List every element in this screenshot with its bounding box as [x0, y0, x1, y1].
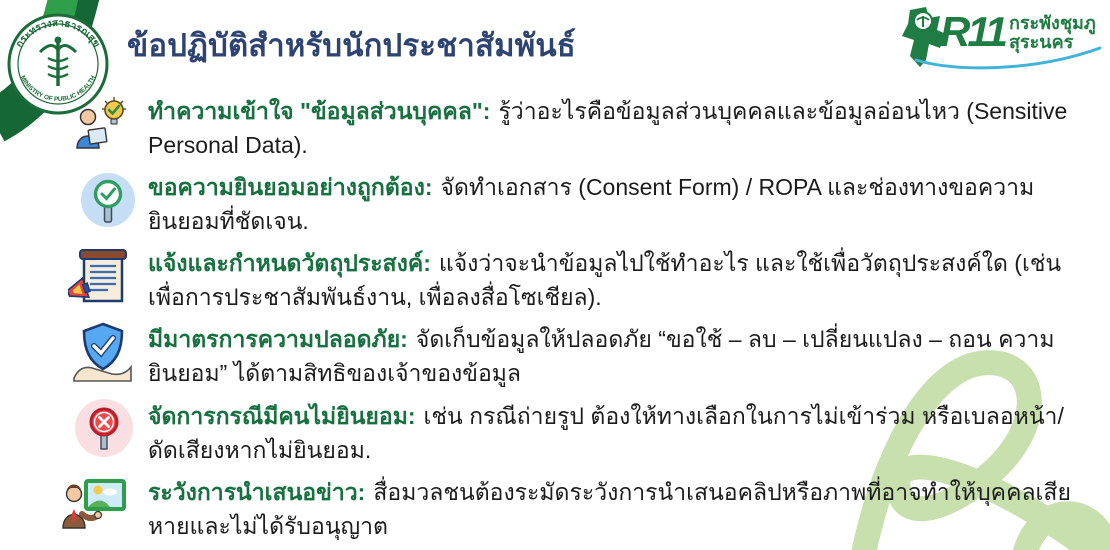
guideline-heading: ทำความเข้าใจ "ข้อมูลส่วนบุคคล":	[148, 98, 491, 124]
guideline-body: สื่อมวลชนต้องระมัดระวังการนำเสนอคลิปหรือภาพที่อาจทำให้บุคคลเสียหายและไม่ได้รับอนุญาต	[148, 479, 1071, 539]
guideline-item-security-measures	[148, 322, 1093, 390]
r11-code: R11	[940, 8, 1005, 55]
guideline-item-understand-personal-data	[148, 94, 1093, 162]
moph-english-arc: MINISTRY OF PUBLIC HEALTH	[18, 74, 98, 104]
no-consent-sign-icon	[74, 398, 134, 458]
scroll-megaphone-icon	[68, 247, 130, 307]
r11-line2: สุระนคร	[1008, 32, 1074, 52]
guideline-body: จัดเก็บข้อมูลให้ปลอดภัย “ขอใช้ – ลบ – เปลี่ยนแปลง – ถอน ความยินยอม” ได้ตามสิทธิของเจ้าของข้อมูล	[148, 326, 1055, 386]
magnifier-check-icon	[80, 172, 136, 228]
moph-logo	[0, 0, 132, 142]
guideline-body: แจ้งว่าจะนำข้อมูลไปใช้ทำอะไร และใช้เพื่อวัตถุประสงค์ใด (เช่น เพื่อการประชาสัมพันธ์งาน, เพื่อลงสื่อโซเชียล).	[148, 250, 1062, 310]
guideline-heading: ระวังการนำเสนอข่าว:	[148, 479, 366, 505]
moph-thai-arc: กระทรวงสาธารณสุข	[14, 17, 102, 50]
guideline-body: จัดทำเอกสาร (Consent Form) / ROPA และช่องทางขอความยินยอมที่ชัดเจน.	[148, 174, 1035, 234]
r11-line1: กระพังชุมภู	[1008, 13, 1096, 33]
shield-hand-icon	[72, 320, 134, 382]
guideline-body: รู้ว่าอะไรคือข้อมูลส่วนบุคคลและข้อมูลอ่อนไหว (Sensitive Personal Data).	[148, 98, 1068, 158]
guideline-item-state-purpose	[148, 246, 1093, 314]
page-title: ข้อปฏิบัติสำหรับนักประชาสัมพันธ์	[127, 28, 576, 63]
guideline-item-handle-refusal	[148, 399, 1093, 467]
guideline-item-careful-news	[148, 475, 1093, 543]
guideline-heading: แจ้งและกำหนดวัตถุประสงค์:	[148, 250, 431, 276]
guideline-heading: มีมาตรการความปลอดภัย:	[148, 326, 408, 352]
guideline-item-proper-consent	[148, 170, 1093, 238]
r11-region-name	[1009, 14, 1096, 52]
guideline-heading: จัดการกรณีมีคนไม่ยินยอม:	[148, 403, 416, 429]
news-presenter-icon	[62, 476, 126, 538]
guideline-body: เช่น กรณีถ่ายรูป ต้องให้ทางเลือกในการไม่เข้าร่วม หรือเบลอหน้า/ดัดเสียงหากไม่ยินยอม.	[148, 403, 1064, 463]
r11-logo	[896, 6, 1096, 68]
guideline-heading: ขอความยินยอมอย่างถูกต้อง:	[148, 174, 433, 200]
